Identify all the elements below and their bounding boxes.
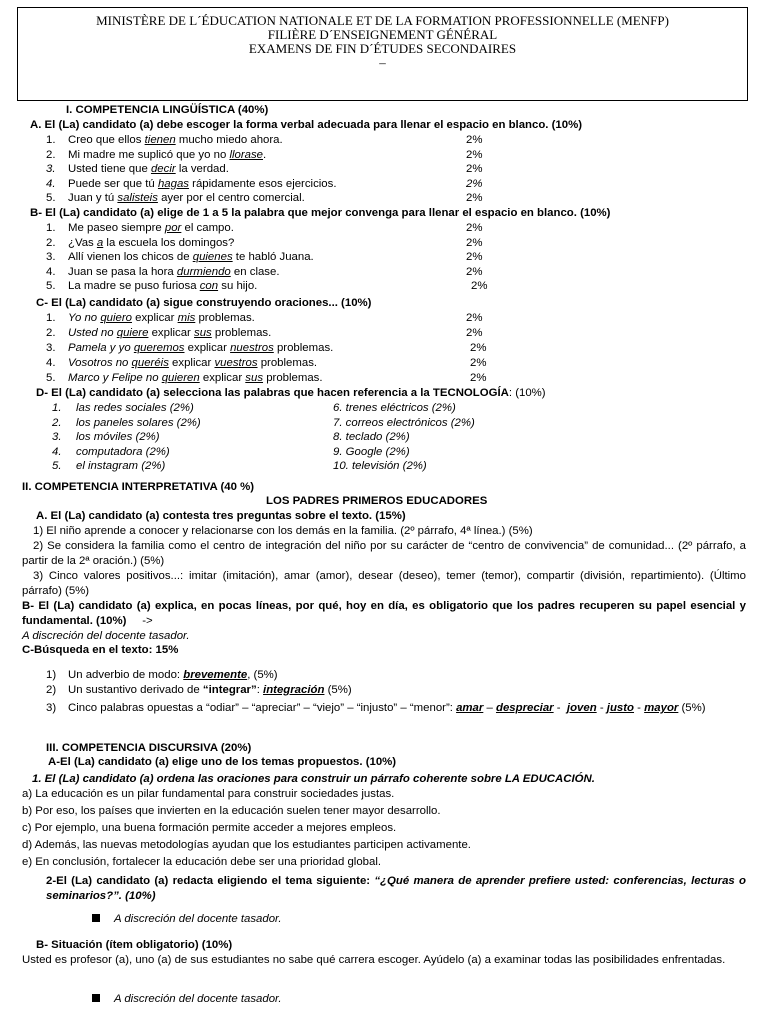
- item-percentage: 2%: [471, 280, 488, 293]
- item-end: problemas.: [263, 372, 323, 384]
- s2-a-answer-2: 2) Se considera la familia como el centro de integración del niño por su carácter de “centro de convivencia” de comunidad... (2º párrafo, a partir de la 2ª oración.) (5%): [22, 540, 746, 567]
- item-answer: con: [199, 280, 219, 293]
- item-end: problemas.: [273, 342, 334, 354]
- s2-c-num-3: 3): [46, 702, 57, 714]
- c-item-number: [46, 356, 56, 371]
- arrow-icon: ->: [142, 614, 153, 627]
- item-possessive: vuestros: [214, 357, 258, 369]
- d-item-number: 4.: [52, 445, 62, 458]
- b-item-text: [68, 250, 314, 265]
- item-suffix: la verdad.: [175, 163, 229, 176]
- item-number: 5.: [46, 192, 56, 205]
- item-number: 5.: [46, 280, 56, 293]
- ordered-sentence: b) Por eso, los países que invierten en la educación suelen tener mayor desarrollo.: [22, 805, 441, 817]
- text-title: LOS PADRES PRIMEROS EDUCADORES: [266, 495, 488, 507]
- item-number: 2.: [46, 148, 56, 161]
- item-verb: queremos: [133, 342, 185, 354]
- item-percentage: 2%: [470, 342, 487, 354]
- item-suffix: su hijo.: [218, 280, 258, 293]
- item-suffix: rápidamente esos ejercicios.: [188, 177, 337, 190]
- a-item-number: [46, 191, 56, 206]
- item-prefix: Juan se pasa la hora: [68, 265, 177, 278]
- item-number: 4.: [46, 177, 56, 190]
- item-middle: explicar: [168, 357, 215, 369]
- item-answer: hagas: [157, 177, 189, 190]
- s2-c2-colon: :: [256, 684, 264, 696]
- header-line-examens: EXAMENS DE FIN D´ÉTUDES SECONDAIRES: [248, 41, 517, 56]
- s3-a-task-2-pct: (10%): [121, 889, 156, 902]
- item-suffix: la escuela los domingos?: [103, 236, 235, 249]
- s2-c3-word-3: joven: [566, 702, 597, 714]
- item-percentage: 2%: [466, 327, 483, 339]
- item-number: 1.: [46, 312, 56, 324]
- item-verb: queréis: [131, 357, 169, 369]
- s1-a-title: A. El (La) candidato (a) debe escoger la forma verbal adecuada para llenar el espacio en blanco. (10%): [30, 119, 582, 131]
- item-prefix: Creo que ellos: [68, 134, 145, 146]
- s2-c3-pct: (5%): [678, 702, 706, 714]
- item-prefix: ¿Vas: [68, 236, 97, 249]
- header-line-filiere: FILIÈRE D´ENSEIGNEMENT GÉNÉRAL: [267, 27, 498, 42]
- d-item-text: los paneles solares (2%): [76, 416, 201, 429]
- d-item-number: 3.: [52, 431, 62, 444]
- section-2-title: II. COMPETENCIA INTERPRETATIVA (40 %): [22, 481, 255, 493]
- item-subject: Yo no: [68, 312, 101, 324]
- d-item-text-right: 8. teclado (2%): [333, 431, 410, 444]
- item-suffix: te habló Juana.: [232, 251, 314, 264]
- c-item-text: [68, 326, 271, 341]
- s3-b-answer: [92, 992, 282, 1007]
- item-percentage: 2%: [466, 134, 483, 146]
- s2-c2-pct: (5%): [324, 684, 352, 696]
- item-verb: quieren: [161, 372, 200, 384]
- item-answer: a: [96, 236, 104, 249]
- item-number: 4.: [46, 265, 56, 278]
- s3-a-answer-text: A discreción del docente tasador.: [114, 913, 282, 925]
- s3-a-title: A-El (La) candidato (a) elige uno de los temas propuestos. (10%): [48, 756, 397, 768]
- item-verb: quiere: [116, 327, 149, 339]
- square-bullet-icon: [92, 914, 100, 922]
- b-item-text: [68, 221, 234, 236]
- item-subject: Marco y Felipe no: [68, 372, 162, 384]
- item-subject: Vosotros no: [68, 357, 132, 369]
- d-item-number: 1.: [52, 402, 62, 414]
- s2-a-answer-3: 3) Cinco valores positivos...: imitar (imitación), amar (amor), desear (deseo), temer (temor), compartir (división, repartimiento). (Último párrafo) (5%): [22, 570, 746, 597]
- s3-a-task-2: [46, 874, 746, 903]
- item-end: problemas.: [257, 357, 318, 369]
- s2-c-item-2: [68, 683, 352, 698]
- c-item-number: [46, 341, 56, 356]
- d-item-text-right: 6. trenes eléctricos (2%): [333, 402, 456, 414]
- d-item-number: 2.: [52, 416, 62, 429]
- header-line-ministry: MINISTÈRE DE L´ÉDUCATION NATIONALE ET DE LA FORMATION PROFESSIONNELLE (MENFP): [96, 13, 669, 28]
- s2-c1-answer: brevemente: [183, 669, 248, 681]
- item-percentage: 2%: [466, 265, 483, 278]
- c-item-text: [68, 371, 323, 386]
- b-item-number: [46, 250, 56, 265]
- ordered-sentence: e) En conclusión, fortalecer la educación debe ser una prioridad global.: [22, 856, 382, 868]
- s2-c1-pct: , (5%): [247, 669, 278, 681]
- item-prefix: La madre se puso furiosa: [68, 280, 200, 293]
- s2-c-title: C-Búsqueda en el texto: 15%: [22, 644, 179, 656]
- s2-a-answer-1: 1) El niño aprende a conocer y relacionarse con los demás en la familia. (2º párrafo, 4ª línea.) (5%): [33, 525, 533, 537]
- s2-c-num-2: 2): [46, 684, 57, 696]
- s2-b-title-text: B- El (La) candidato (a) explica, en pocas líneas, por qué, hoy en día, es obligatorio que los padres recuperen su papel esencial y fundamental. (10%): [22, 600, 746, 627]
- c-item-number: [46, 371, 56, 386]
- ordered-sentence: c) Por ejemplo, una buena formación permite acceder a mejores empleos.: [22, 822, 397, 834]
- s2-c3-word-4: justo: [606, 702, 635, 714]
- item-percentage: 2%: [466, 236, 483, 249]
- s2-c3-label: Cinco palabras opuestas a “odiar” – “apreciar” – “viejo” – “injusto” – “menor”:: [68, 702, 457, 714]
- s2-c1-label: Un adverbio de modo:: [68, 669, 184, 681]
- item-percentage: 2%: [466, 222, 483, 234]
- header-box: [17, 7, 748, 101]
- a-item-number: [46, 148, 56, 163]
- item-prefix: Usted tiene que: [68, 163, 151, 176]
- item-middle: explicar: [199, 372, 246, 384]
- item-prefix: Allí vienen los chicos de: [68, 251, 193, 264]
- a-item-text: [68, 148, 266, 163]
- item-percentage: 2%: [466, 251, 483, 264]
- item-end: problemas.: [195, 312, 255, 324]
- d-item-number: 5.: [52, 460, 62, 473]
- ordered-sentence: a) La educación es un pilar fundamental para construir sociedades justas.: [22, 788, 395, 800]
- item-prefix: Puede ser que tú: [68, 177, 158, 190]
- header-line-dash: –: [379, 55, 386, 70]
- s1-d-title-main: D- El (La) candidato (a) selecciona las palabras que hacen referencia a la TECNOLOGÍA: [36, 387, 509, 399]
- item-number: 3.: [46, 251, 56, 264]
- item-middle: explicar: [131, 312, 178, 324]
- a-item-text: [68, 177, 337, 192]
- item-subject: Pamela y yo: [68, 342, 134, 354]
- item-number: 1.: [46, 134, 56, 146]
- item-suffix: el campo.: [181, 222, 234, 234]
- item-subject: Usted no: [68, 327, 117, 339]
- item-answer: salisteis: [117, 192, 158, 205]
- c-item-number: [46, 311, 56, 326]
- s2-c-item-1: [68, 668, 278, 683]
- a-item-number: [46, 133, 56, 148]
- b-item-number: [46, 221, 56, 236]
- s1-b-title: B- El (La) candidato (a) elige de 1 a 5 la palabra que mejor convenga para llenar el espacio en blanco. (10%): [30, 207, 611, 219]
- item-possessive: mis: [177, 312, 196, 324]
- d-item-text: computadora (2%): [76, 445, 170, 458]
- item-number: 2.: [46, 236, 56, 249]
- s2-a-title: A. El (La) candidato (a) contesta tres preguntas sobre el texto. (15%): [36, 510, 406, 522]
- c-item-text: [68, 341, 333, 356]
- s2-c3-word-2: despreciar: [495, 702, 554, 714]
- item-prefix: Juan y tú: [68, 192, 118, 205]
- s2-c3-word-1: amar: [456, 702, 484, 714]
- s3-b-title: B- Situación (ítem obligatorio) (10%): [36, 939, 233, 951]
- item-answer: quienes: [192, 251, 233, 264]
- s2-c-num-1: 1): [46, 669, 57, 681]
- s2-c2-answer: integración: [263, 684, 325, 696]
- a-item-text: [68, 191, 305, 206]
- item-suffix: en clase.: [230, 265, 280, 278]
- item-percentage: 2%: [466, 192, 483, 205]
- item-answer: durmiendo: [176, 265, 231, 278]
- section-3-title: III. COMPETENCIA DISCURSIVA (20%): [46, 742, 252, 754]
- d-item-text: las redes sociales (2%): [76, 402, 194, 414]
- s2-c-item-3: Cinco palabras opuestas a “odiar” – “apreciar” – “viejo” – “injusto” – “menor”: amar – despreciar - joven - justo - mayor (5%): [68, 702, 706, 714]
- item-answer: tienen: [144, 134, 176, 146]
- s3-a-task-2-topic: “¿Qué manera de aprender prefiere usted: conferencias, lecturas o seminarios?”.: [46, 875, 746, 902]
- item-number: 3.: [46, 163, 56, 176]
- item-percentage: 2%: [466, 163, 483, 176]
- a-item-number: [46, 177, 56, 192]
- item-number: 5.: [46, 372, 56, 384]
- s2-b-answer: A discreción del docente tasador.: [22, 630, 190, 642]
- item-answer: por: [164, 222, 182, 234]
- d-item-text-right: 7. correos electrónicos (2%): [333, 416, 475, 429]
- item-possessive: sus: [245, 372, 264, 384]
- item-middle: explicar: [184, 342, 231, 354]
- c-item-text: [68, 356, 317, 371]
- item-percentage: 2%: [470, 357, 487, 369]
- item-number: 1.: [46, 222, 56, 234]
- item-answer: decir: [150, 163, 176, 176]
- s3-a-task-2-label: 2-El (La) candidato (a) redacta eligiendo el tema siguiente:: [46, 875, 375, 887]
- s1-c-title: C- El (La) candidato (a) sigue construyendo oraciones... (10%): [36, 297, 372, 309]
- d-item-text: el instagram (2%): [76, 460, 166, 473]
- c-item-number: [46, 326, 56, 341]
- square-bullet-icon: [92, 994, 100, 1002]
- s3-a-answer: [92, 912, 282, 927]
- item-number: 2.: [46, 327, 56, 339]
- item-prefix: Me paseo siempre: [68, 222, 165, 234]
- b-item-number: [46, 236, 56, 251]
- item-percentage: 2%: [466, 312, 483, 324]
- b-item-text: [68, 265, 280, 280]
- item-middle: explicar: [148, 327, 195, 339]
- item-possessive: sus: [194, 327, 212, 339]
- item-suffix: mucho miedo ahora.: [175, 134, 283, 146]
- ordered-sentence: d) Además, las nuevas metodologías ayudan que los estudiantes participen activamente.: [22, 839, 471, 851]
- s3-b-text: Usted es profesor (a), uno (a) de sus estudiantes no sabe qué carrera escoger. Ayúdelo (a) a examinar todas las posibilidades enfrentadas.: [22, 954, 726, 966]
- b-item-text: [68, 279, 257, 294]
- item-verb: quiero: [100, 312, 132, 324]
- a-item-text: [68, 162, 229, 177]
- s2-b-title: [22, 599, 746, 628]
- d-item-text-right: 9. Google (2%): [333, 445, 410, 458]
- item-number: 4.: [46, 357, 56, 369]
- d-item-text-right: 10. televisión (2%): [333, 460, 427, 473]
- item-answer: llorase: [229, 148, 264, 161]
- s2-c2-quote: “integrar”: [202, 684, 257, 696]
- s1-d-title-pct: : (10%): [508, 387, 546, 399]
- item-possessive: nuestros: [230, 342, 274, 354]
- item-number: 3.: [46, 342, 56, 354]
- c-item-text: [68, 311, 255, 326]
- item-end: problemas.: [211, 327, 272, 339]
- s3-b-answer-text: A discreción del docente tasador.: [114, 993, 282, 1005]
- section-1-title: I. COMPETENCIA LINGÜÍSTICA (40%): [66, 104, 269, 116]
- d-item-text: los móviles (2%): [76, 431, 160, 444]
- s2-c3-word-5: mayor: [644, 702, 679, 714]
- s2-c2-label: Un sustantivo derivado de: [68, 684, 203, 696]
- b-item-text: [68, 236, 234, 251]
- item-percentage: 2%: [470, 372, 487, 384]
- item-percentage: 2%: [466, 148, 483, 161]
- b-item-number: [46, 279, 56, 294]
- item-percentage: 2%: [466, 177, 483, 190]
- item-suffix: .: [263, 148, 267, 161]
- item-prefix: Mi madre me suplicó que yo no: [68, 148, 230, 161]
- s3-a-task-1: 1. El (La) candidato (a) ordena las oraciones para construir un párrafo coherente sobre LA EDUCACIÓN.: [32, 773, 595, 785]
- item-suffix: ayer por el centro comercial.: [157, 192, 305, 205]
- b-item-number: [46, 265, 56, 280]
- a-item-text: [68, 133, 283, 148]
- a-item-number: [46, 162, 56, 177]
- s1-d-title: [36, 386, 546, 401]
